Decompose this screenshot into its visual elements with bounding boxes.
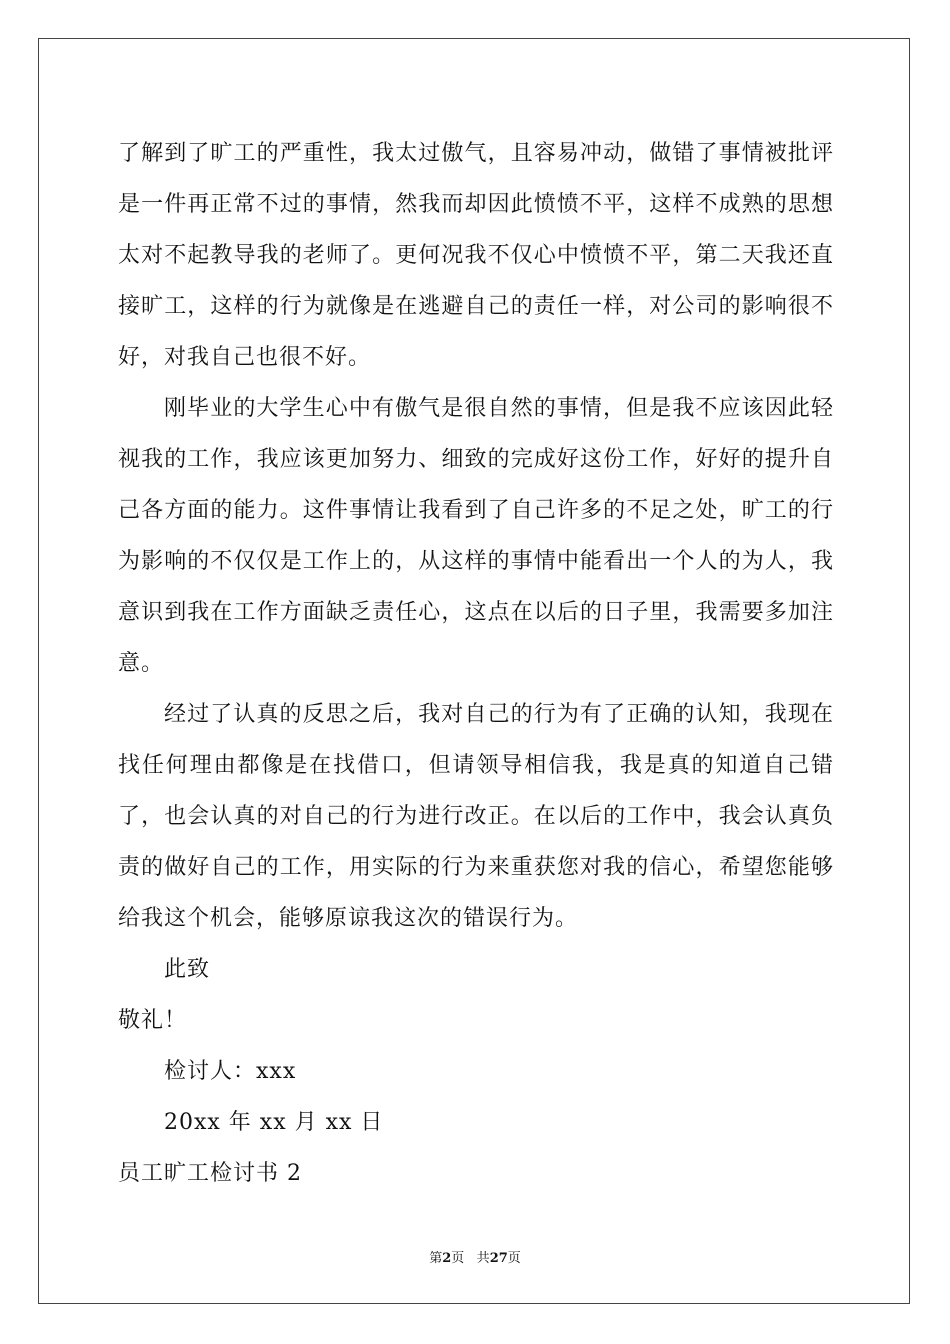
closing-respect: 敬礼！ [118, 1008, 188, 1033]
paragraph-1: 了解到了旷工的严重性，我太过傲气，且容易冲动，做错了事情被批评是一件再正常不过的事情，然我而却因此愤愤不平，这样不成熟的思想太对不起教导我的老师了。更何况我不仅心中愤愤不平，第二天我还直接旷工，这样的行为就像是在逃避自己的责任一样，对公司的影响很不好，对我自己也很不好。 [118, 141, 834, 370]
closing-salutation: 此致 [164, 957, 211, 982]
signer-line: 检讨人：xxx [164, 1059, 297, 1084]
total-prefix: 共 [476, 1251, 490, 1266]
total-pages: 27 [489, 1251, 508, 1266]
page-number: 2 [442, 1251, 452, 1266]
page-prefix: 第 [429, 1251, 443, 1266]
page-footer [0, 1247, 950, 1266]
date-line: 20xx 年 xx 月 xx 日 [164, 1110, 384, 1135]
next-section-title: 员工旷工检讨书 2 [118, 1161, 302, 1186]
document-body [118, 128, 834, 1199]
paragraph-3: 经过了认真的反思之后，我对自己的行为有了正确的认知，我现在找任何理由都像是在找借口，但请领导相信我，我是真的知道自己错了，也会认真的对自己的行为进行改正。在以后的工作中，我会认真负责的做好自己的工作，用实际的行为来重获您对我的信心，希望您能够给我这个机会，能够原谅我这次的错误行为。 [118, 702, 834, 931]
total-suffix: 页 [507, 1251, 521, 1266]
paragraph-2: 刚毕业的大学生心中有傲气是很自然的事情，但是我不应该因此轻视我的工作，我应该更加努力、细致的完成好这份工作，好好的提升自己各方面的能力。这件事情让我看到了自己许多的不足之处，旷工的行为影响的不仅仅是工作上的，从这样的事情中能看出一个人的为人，我意识到我在工作方面缺乏责任心，这点在以后的日子里，我需要多加注意。 [118, 396, 834, 676]
page-suffix: 页 [451, 1251, 465, 1266]
